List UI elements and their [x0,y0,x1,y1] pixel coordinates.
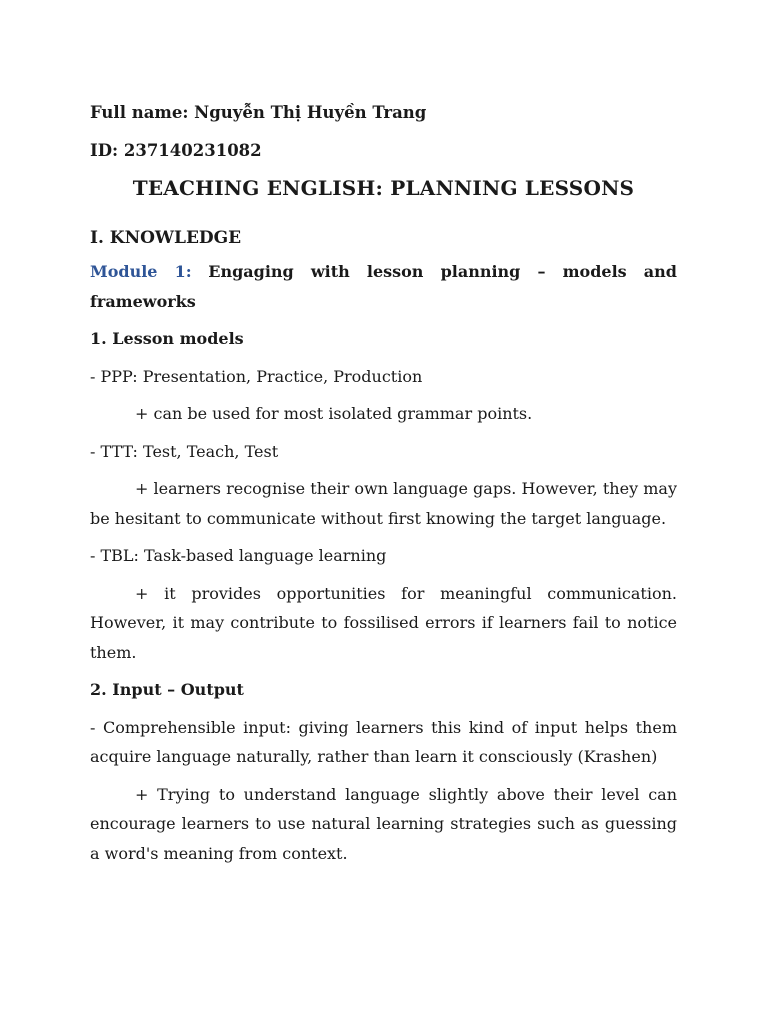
paragraph-comprehensible-note: + Trying to understand language slightly above their level can encourage learners to use natural learning strategies such as guessing a word's meaning from context. [90,784,677,863]
subheading-input-output: 2. Input – Output [90,680,244,699]
document-page [90,98,677,868]
section-heading-knowledge: I. KNOWLEDGE [90,227,242,248]
module-label: Module 1: [90,262,192,281]
subheading-lesson-models: 1. Lesson models [90,329,244,348]
paragraph-comprehensible-input: - Comprehensible input: giving learners this kind of input helps them acquire language naturally, rather than learn it consciously (Krashen) [90,717,677,766]
student-id-line: ID: 237140231082 [90,140,262,160]
document-title: TEACHING ENGLISH: PLANNING LESSONS [132,176,635,200]
paragraph-ttt-note: + learners recognise their own language gaps. However, they may be hesitant to communicate without first knowing the target language. [90,479,677,528]
paragraph-ttt: - TTT: Test, Teach, Test [90,441,279,461]
full-name-line: Full name: Nguyễn Thị Huyền Trang [90,103,427,122]
paragraph-tbl-note: + it provides opportunities for meaningful communication. However, it may contribute to fossilised errors if learners fail to notice them. [90,583,677,662]
paragraph-tbl: - TBL: Task-based language learning [90,546,387,565]
module-title: Engaging with lesson planning – models and frameworks [90,262,677,311]
paragraph-ppp: - PPP: Presentation, Practice, Production [90,366,423,386]
module-heading [90,257,677,316]
paragraph-ppp-note: + can be used for most isolated grammar points. [135,404,533,423]
